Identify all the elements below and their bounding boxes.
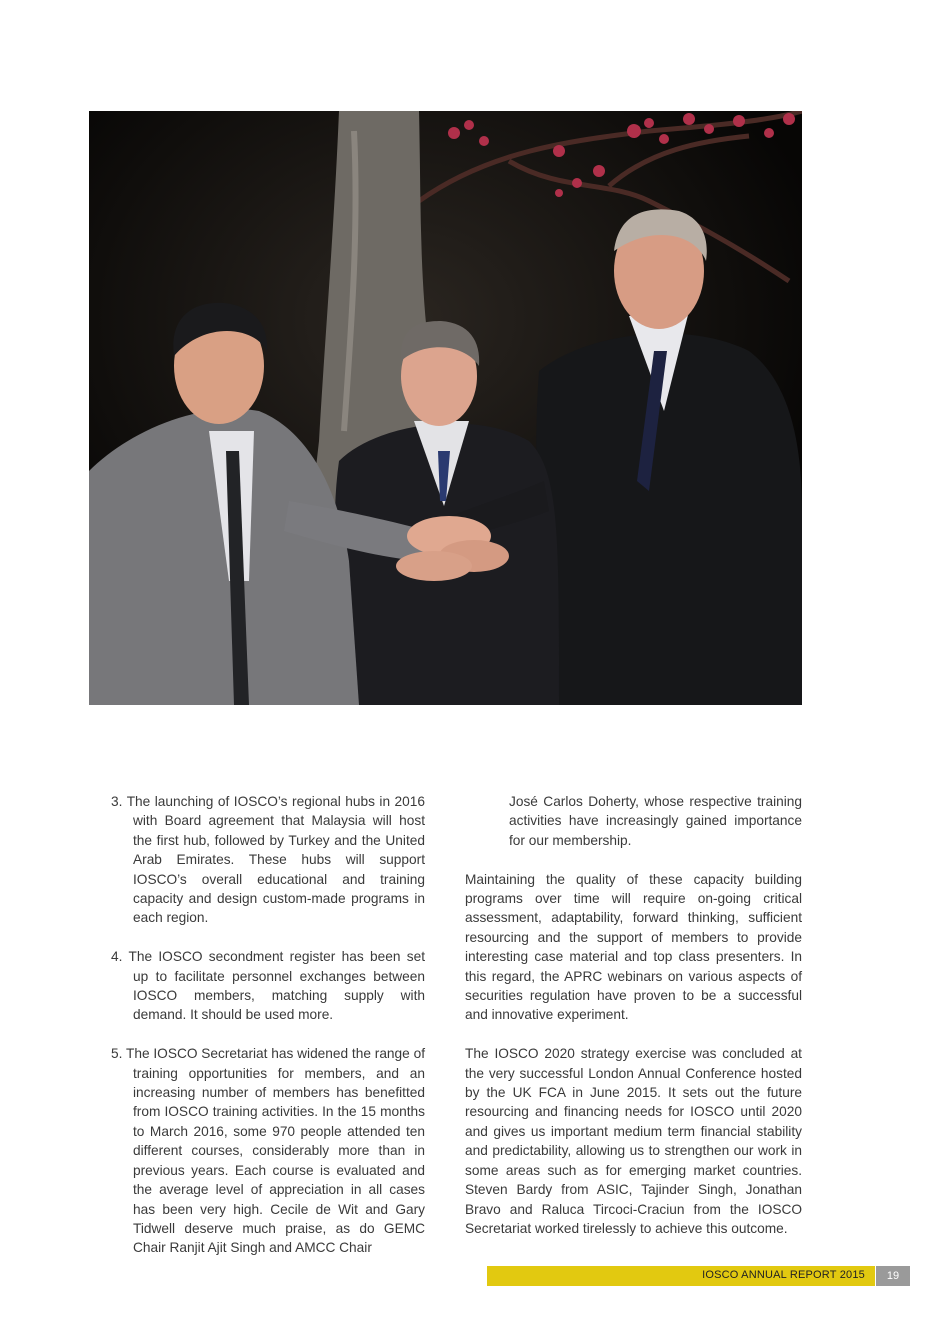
list-item-3 [111,792,425,928]
paragraph-iosco-2020: The IOSCO 2020 strategy exercise was concluded at the very successful London Annual Conference hosted by the UK FCA in June 2015. It sets out the future resourcing and financing needs for IOSCO until 2020 and gives us important medium term financial stability and predictability, allowing us to strengthen our work in some areas such as for emerging market countries. Steven Bardy from ASIC, Tajinder Singh, Jonathan Bravo and Raluca Tircoci-Craciun from the IOSCO Secretariat worked tirelessly to achieve this outcome. [465,1046,802,1236]
list-item-text: The IOSCO Secretariat has widened the range of training opportunities for members, and an increasing number of members has benefitted from IOSCO training activities. In the 15 months to March 2016, some 970 people attended ten different courses, considerably more than in previous years. Each course is evaluated and the average level of appreciation in all cases has been very high. Cecile de Wit and Gary Tidwell deserve much praise, as do GEMC Chair Ranjit Ajit Singh and AMCC Chair [125,1046,425,1256]
list-item-5 [111,1044,425,1257]
list-number: 5. [111,1046,123,1062]
list-item-5-continuation: José Carlos Doherty, whose respective training activities have increasingly gained importance for our membership. [509,794,802,848]
paragraph-capacity-building: Maintaining the quality of these capacity building programs over time will require on-going critical assessment, adaptability, forward thinking, sufficient resourcing and the support of members to provide interesting case material and top class presenters. In this regard, the APRC webinars on various aspects of securities regulation have proven to be a successful and innovative experiment. [465,871,802,1023]
list-number: 4. [111,949,123,965]
list-item-text: The IOSCO secondment register has been set up to facilitate personnel exchanges between IOSCO members, matching supply with demand. It should be used more. [128,949,425,1023]
list-number: 3. [111,794,123,809]
handshake-photo-illustration [89,111,802,705]
page-number: 19 [876,1266,910,1286]
list-item-text: The launching of IOSCO’s regional hubs in 2016 with Board agreement that Malaysia will host the first hub, followed by Turkey and the United Arab Emirates. These hubs will support IOSCO’s overall educational and training capacity and design custom-made programs in each region. [126,794,426,926]
list-item-4 [111,947,425,1025]
right-text-column [465,792,802,1258]
footer-report-bar [487,1266,875,1286]
footer-report-title: IOSCO ANNUAL REPORT 2015 [702,1269,865,1281]
left-text-column [111,792,425,1277]
photo-three-men-joining-hands [89,111,802,705]
